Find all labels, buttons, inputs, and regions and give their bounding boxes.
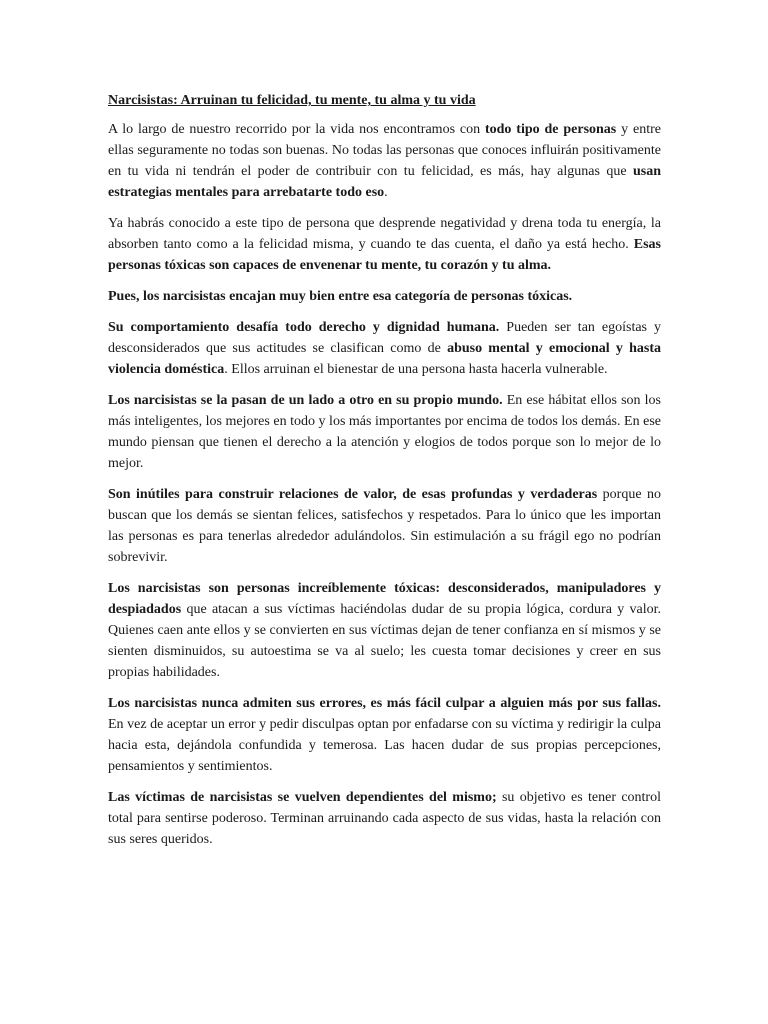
text-run: Pueden ser tan egoístas y desconsiderados que sus actitudes se clasifican como de	[108, 320, 661, 356]
bold-text: Esas personas tóxicas son capaces de envenenar tu mente, tu corazón y tu alma.	[108, 237, 661, 273]
bold-text: Son inútiles para construir relaciones de valor, de esas profundas y verdaderas	[108, 487, 598, 502]
text-run: En ese hábitat ellos son los más inteligentes, los mejores en todo y los más importantes por encima de todos los demás. En ese mundo piensan que tienen el derecho a la atención y elogios de todos porque son lo mejor de lo mejor.	[108, 393, 661, 471]
text-run: porque no buscan que los demás se sientan felices, satisfechos y respetados. Para lo único que les importan las personas es para tenerlas alrededor adulándolos. Sin estimulación a su frágil ego no podrían sobrevivir.	[108, 487, 661, 565]
document-title: Narcisistas: Arruinan tu felicidad, tu mente, tu alma y tu vida	[108, 93, 476, 108]
bold-text: Los narcisistas son personas increíblemente tóxicas: desconsiderados, manipuladores y despiadados	[108, 581, 661, 617]
bold-text: abuso mental y emocional y hasta violencia doméstica	[108, 341, 661, 377]
bold-text: Su comportamiento desafía todo derecho y dignidad humana.	[108, 320, 500, 335]
text-run: A lo largo de nuestro recorrido por la vida nos encontramos con	[108, 122, 485, 137]
bold-text: Las víctimas de narcisistas se vuelven dependientes del mismo;	[108, 790, 497, 805]
paragraph	[108, 119, 661, 203]
paragraph	[108, 390, 661, 474]
paragraph	[108, 578, 661, 683]
paragraph	[108, 213, 661, 276]
paragraph	[108, 286, 661, 307]
bold-text: usan estrategias mentales para arrebatarte todo eso	[108, 164, 661, 200]
text-run: .	[384, 185, 388, 200]
paragraph	[108, 484, 661, 568]
text-run: Ya habrás conocido a este tipo de persona que desprende negatividad y drena toda tu energía, la absorben tanto como a la felicidad misma, y cuando te das cuenta, el daño ya está hecho.	[108, 216, 661, 252]
text-run: y entre ellas seguramente no todas son buenas. No todas las personas que conoces influirán positivamente en tu vida ni tendrán el poder de contribuir con tu felicidad, es más, hay algunas que	[108, 122, 661, 179]
paragraph	[108, 693, 661, 777]
text-run: En vez de aceptar un error y pedir disculpas optan por enfadarse con su víctima y redirigir la culpa hacia esta, dejándola confundida y temerosa. Las hacen dudar de sus propias percepciones, pensamientos y sentimientos.	[108, 717, 661, 774]
document-body	[108, 119, 661, 850]
bold-text: Pues, los narcisistas encajan muy bien entre esa categoría de personas tóxicas.	[108, 289, 573, 304]
bold-text: Los narcisistas nunca admiten sus errores, es más fácil culpar a alguien más por sus fallas.	[108, 696, 661, 711]
bold-text: Los narcisistas se la pasan de un lado a otro en su propio mundo.	[108, 393, 503, 408]
paragraph	[108, 787, 661, 850]
paragraph	[108, 317, 661, 380]
bold-text: todo tipo de personas	[484, 122, 617, 137]
document-page	[108, 90, 661, 860]
text-run: su objetivo es tener control total para sentirse poderoso. Terminan arruinando cada aspecto de sus vidas, hasta la relación con sus seres queridos.	[108, 790, 661, 847]
text-run: . Ellos arruinan el bienestar de una persona hasta hacerla vulnerable.	[224, 362, 608, 377]
text-run: que atacan a sus víctimas haciéndolas dudar de su propia lógica, cordura y valor. Quienes caen ante ellos y se convierten en sus víctimas dejan de tener confianza en sí mismos y se sienten disminuidos, su autoestima se va al suelo; les cuesta tomar decisiones y creer en sus propias habilidades.	[108, 602, 661, 680]
